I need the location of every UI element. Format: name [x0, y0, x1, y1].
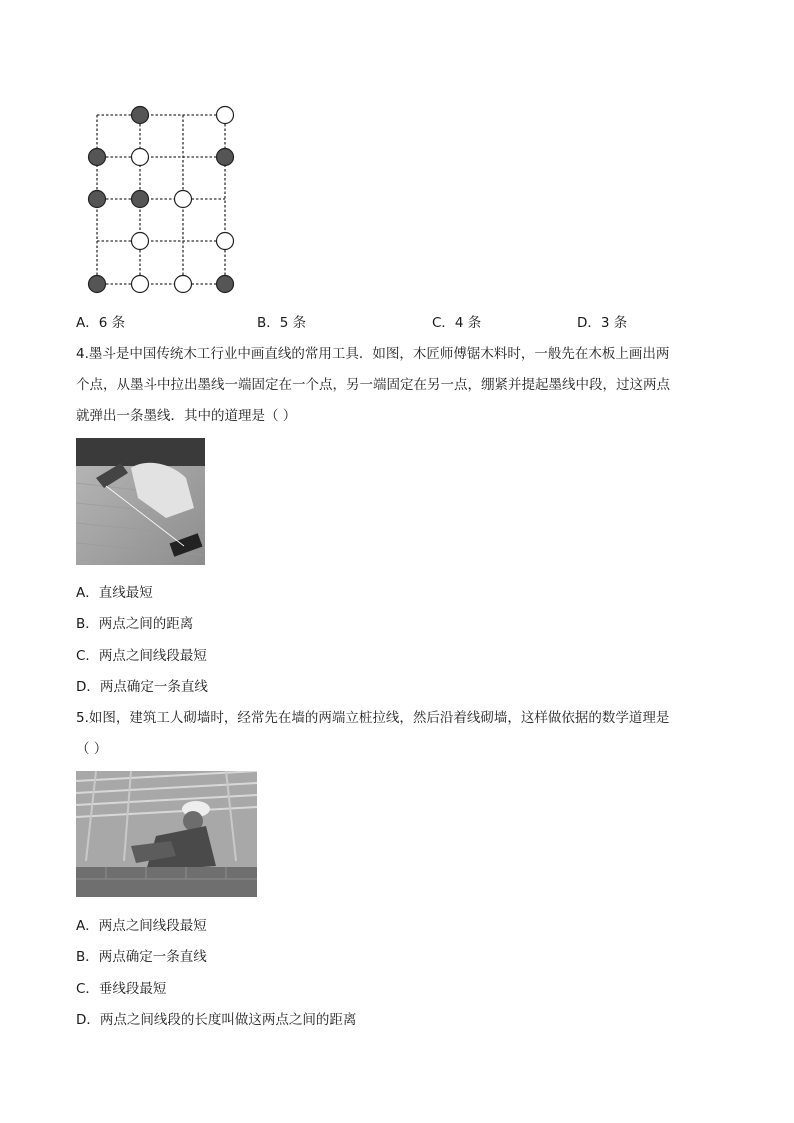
- grid-dot-hollow: [175, 191, 192, 208]
- q4-option-d: D．两点确定一条直线: [76, 679, 208, 695]
- q5-stem-line-2: （ ）: [76, 741, 108, 757]
- grid-dot-filled: [132, 107, 149, 124]
- grid-dot-filled: [217, 149, 234, 166]
- q4-option-a: A．直线最短: [76, 585, 153, 601]
- grid-dot-filled: [132, 191, 149, 208]
- grid-dot-filled: [89, 191, 106, 208]
- q4-stem-line-1: 4.墨斗是中国传统木工行业中画直线的常用工具．如图，木匠师傅锯木料时，一般先在木板上画出两: [76, 346, 670, 362]
- q5-option-c: C．垂线段最短: [76, 981, 167, 997]
- grid-dot-hollow: [217, 107, 234, 124]
- bricklayer-photo: [76, 771, 257, 897]
- q5-option-d: D．两点之间线段的长度叫做这两点之间的距离: [76, 1012, 357, 1028]
- grid-dot-filled: [217, 276, 234, 293]
- grid-dot-hollow: [217, 233, 234, 250]
- q3-option-d: D．3 条: [577, 315, 628, 331]
- q4-stem-line-3: 就弹出一条墨线．其中的道理是（ ）: [76, 408, 297, 424]
- q5-option-a: A．两点之间线段最短: [76, 918, 207, 934]
- ink-marker-photo: [76, 438, 205, 565]
- grid-dot-hollow: [132, 233, 149, 250]
- q4-stem-line-2: 个点，从墨斗中拉出墨线一端固定在一个点，另一端固定在另一点，绷紧并提起墨线中段，过这两点: [76, 377, 670, 393]
- dot-grid-figure: [80, 100, 240, 300]
- q3-option-a: A．6 条: [76, 315, 126, 331]
- q3-option-b: B．5 条: [257, 315, 307, 331]
- grid-dot-filled: [89, 276, 106, 293]
- q3-option-c: C．4 条: [432, 315, 482, 331]
- q4-option-c: C．两点之间线段最短: [76, 648, 207, 664]
- q5-option-b: B．两点确定一条直线: [76, 949, 207, 965]
- grid-dot-hollow: [132, 149, 149, 166]
- grid-dot-filled: [89, 149, 106, 166]
- q5-stem-line-1: 5.如图，建筑工人砌墙时，经常先在墙的两端立桩拉线，然后沿着线砌墙，这样做依据的数学道理是: [76, 710, 670, 726]
- q4-option-b: B．两点之间的距离: [76, 616, 194, 632]
- grid-dot-hollow: [132, 276, 149, 293]
- grid-dot-hollow: [175, 276, 192, 293]
